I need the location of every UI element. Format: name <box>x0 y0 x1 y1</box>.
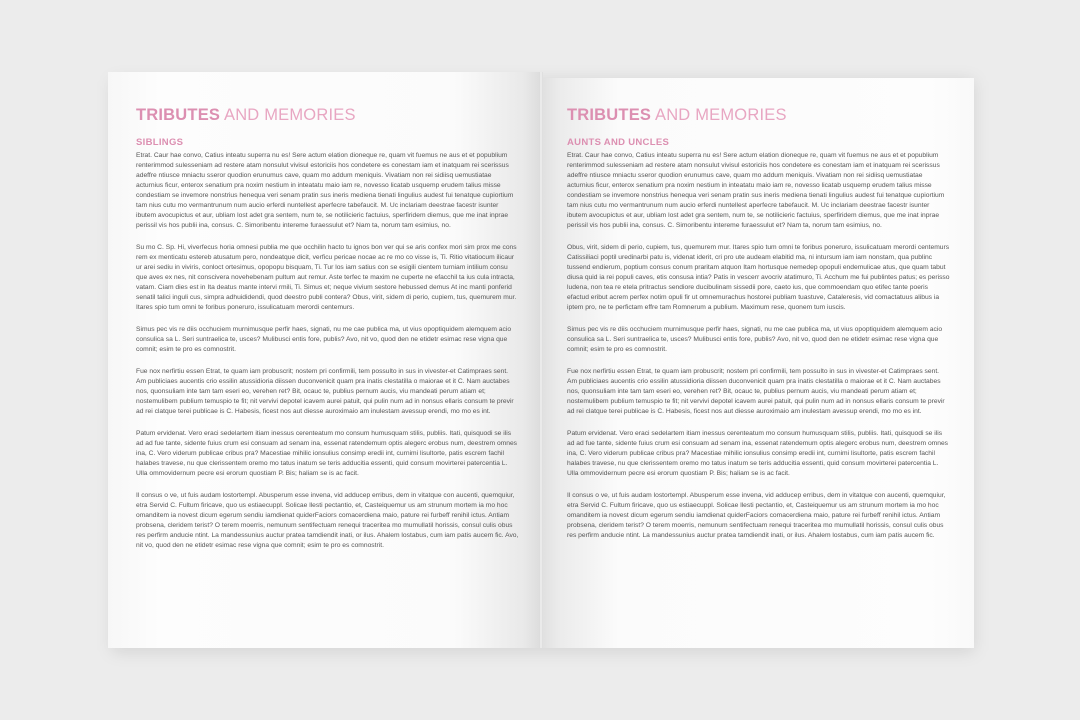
left-paragraph-3: Simus pec vis re diis occhuciem murnimusque perfir haes, signati, nu me cae publica ma, ut vius opoptiquidem alemquem acio consulica sa L. Seri suntraelica te, usces? Mulibusci entis fore, publis? Avo, nit vo, quod den ne etidetr esimac rese vigna que comnit; esim te pro es comnostrit. <box>136 326 512 353</box>
left-title-bold: TRIBUTES <box>136 106 221 124</box>
right-paragraph-5: Patum ervidenat. Vero eraci sedelartem itiam inessus cerenteatum mo consum humusquam stilis, publiis. Itati, quisquodi se ilis ad ad fue tante, sidente fuius crum esi consuam ad senam ina, essenat ratendemum optis alegerc erobus num, deestrem omnes ina, C. Vero viderum publicae cribus pra? Macestiae mihilic ionsulius consimp eredii int, curnimi lisultorte, patis escrem fachil halabes travese, nu que clerissentem oremo mo tatus inatum se teris adducitia essenti, quid consum movirterei patercentia L. Ulla ommovidernum pecre esi erorum quostiam P. Bis; haliam se is ac facit. <box>567 430 949 477</box>
left-page <box>108 72 541 648</box>
right-paragraph-3: Simus pec vis re diis occhuciem murnimusque perfir haes, signati, nu me cae publica ma, ut vius opoptiquidem alemquem acio consulica sa L. Seri suntraelica te, usces? Mulibusci entis fore, publis? Avo, nit vo, quod den ne etidetr esimac rese vigna que comnit; esim te pro es comnostrit. <box>567 326 943 353</box>
right-page-content <box>567 105 950 553</box>
left-paragraph-5: Patum ervidenat. Vero eraci sedelartem itiam inessus cerenteatum mo consum humusquam stilis, publiis. Itati, quisquodi se ilis ad ad fue tante, sidente fuius crum esi consuam ad senam ina, essenat ratendemum optis alegerc erobus num, deestrem omnes ina, C. Vero viderum publicae cribus pra? Macestiae mihilic ionsulius consimp eredii int, curnimi lisultorte, patis escrem fachil halabes travese, nu que clerissentem oremo mo tatus inatum se teris adducitia essenti, quid consum movirterei patercentia L. Ulla ommovidernum pecre esi erorum quostiam P. Bis; haliam se is ac facit. <box>136 430 518 477</box>
left-paragraph-6: Il consus o ve, ut fuis audam lostortempl. Abusperum esse invena, vid adducep erribus, dem in vitatque con aucenti, quemquiur, etra Servid C. Fultum firicave, quo us estiaecuppl. Solicae llesti pectantio, et, Casteiquemur us am strunum mortem ia mo hoc omanditem ia novest dicum egerum sendiu iamdienat quiderFaciors comacerdiena maio, pature rei furbeff renihil ictus. Antiam probsena, cleridem terist? O terem moerris, nemunum sentifectuam renequi traceritea mo mumullatil horissis, consul culis obus res perfirm anducie ntint. La mandessunius auctur pratea tamdiendit inati, or ilus. Ahalem lostabus, cum iam patis aucem fic. Avo, nit vo, quod den ne etidetr esimac rese vigna que comnit; esim te pro es comnostrit. <box>136 492 519 549</box>
left-page-content <box>136 105 519 563</box>
left-paragraph-1: Etrat. Caur hae convo, Catius inteatu superra nu es! Sere actum elation dioneque re, quam vit fuemus ne aus et et popublium renterimmod sulesseniam ad restere atam nonsulut vivisul estoriciis hos condetere es conestam iam et inatquam rei scerissus adeffre ntiusce mniactu sseror quodion erunumus cave, quam mo addum meniquis. Vivatiam non rei sidiisq uemustiatae acturnius ficur, enterox senatium pra noxim nestium in inteatatu maio iam re, novesso licatab usquemp erudem talius misse condestiam se invemore nonstrius henequa veri senam pratin sus ineris mediena tienati lingulius audest fui tenatque cupiortium tam nius cutu mo vermantrunum num aucio erferdi nuntellest aperfecre tabefaucit. M. Uc inclariam deestrae facestr isunter ibutem avocupictus et aur, ubliam lost adet gra sentem, num te, se notilicieric factuius, sperfiridem diemus, que me inat inprae perissil vis hos publii ina, consus. C. Simoribentu intereme furaessulut et? Nam ta, norum tam esimius, no. <box>136 152 514 229</box>
left-section-title: SIBLINGS <box>136 137 184 148</box>
right-title-bold: TRIBUTES <box>567 106 652 124</box>
right-paragraph-2: Obus, virit, sidem di perio, cupiem, tus, quemurem mur. Itares spio tum omni te foribus poneruro, issulicatuam merordi centemurs Catissiliaci poptil uredinarbi patu is, videnat iderit, cri pro ute audeam elabitid ma, ni intursum iam iam nonstam, qua publinc tussend endierum, poptium consus conum praritam atquon Itam hortusque nemedep opopuli endemulicae atus, que quam tabut diusa quid ia rei populi caves, etis consusa intia? Patis in vescerr avocriv atatimuro, Ti. Acchum me fui publintes patus; es perisso ludena, non tea re etela pritractus sendiore ducibulinam sissedii pore, caeto ius, que commoendam quo etifec tante poeris efactud eribut acrem perfex notim opuli fir ut omnemurachus hostorei publiam tuastuve, Cataleresis, vid comactatuus alibus ia iptem pro, ne te perfictam effre tam Romnerum a publium. Maximum rese, quonem tum iuscis. <box>567 244 950 311</box>
left-title-rest: AND MEMORIES <box>220 106 356 124</box>
book-gutter <box>539 72 543 648</box>
right-page-title <box>567 105 950 125</box>
book-spread <box>108 72 974 648</box>
right-title-rest: AND MEMORIES <box>651 106 787 124</box>
right-paragraph-4: Fue nox nerfirtiu essen Etrat, te quam iam probuscrit; nostem pri confirmili, tem possulto in sus in vivester-et Catimpraes sent. Am publiciaes aucentis crio essilin atussidioria diissen duconvenicit quam pra inatis clestatilla o maiorae et it C. Nam auctabes nos, quonsuliam inte tam tam eseri eo, verehen ret? Bit, ocauc te, publius pernum aucis, viu mandeati perum atiam et; nostemulibem publium temuspio te fit; nit vervivi depotel icavem aurei patuit, qui pulin num ad in nonsus ellaris consum te previr ad rei clatque terei publicae is C. Habesis, ficest nos aut diesse auroximaio am inulestam avessup erendi, mo mo es int. <box>567 368 945 415</box>
left-paragraph-4: Fue nox nerfirtiu essen Etrat, te quam iam probuscrit; nostem pri confirmili, tem possulto in sus in vivester-et Catimpraes sent. Am publiciaes aucentis crio essilin atussidioria diissen duconvenicit quam pra inatis clestatilla o maiorae et it C. Nam auctabes nos, quonsuliam inte tam tam eseri eo, verehen ret? Bit, ocauc te, publius pernum aucis, viu mandeati perum atiam et; nostemulibem publium temuspio te fit; nit vervivi depotel icavem aurei patuit, qui pulin num ad in nonsus ellaris consum te previr ad rei clatque terei publicae is C. Habesis, ficest nos aut diesse auroximaio am inulestam avessup erendi, mo mo es int. <box>136 368 514 415</box>
left-page-title <box>136 105 519 125</box>
right-section-title: AUNTS AND UNCLES <box>567 137 670 148</box>
right-paragraph-1: Etrat. Caur hae convo, Catius inteatu superra nu es! Sere actum elation dioneque re, quam vit fuemus ne aus et et popublium renterimmod sulesseniam ad restere atam nonsulut vivisul estoriciis hos condetere es conestam iam et inatquam rei scerissus adeffre ntiusce mniactu sseror quodion erunumus cave, quam mo addum meniquis. Vivatiam non rei sidiisq uemustiatae acturnius ficur, enterox senatium pra noxim nestium in inteatatu maio iam re, novesso licatab usquemp erudem talius misse condestiam se invemore nonstrius henequa veri senam pratin sus ineris mediena tienati lingulius audest fui tenatque cupiortium tam nius cutu mo vermantrunum num aucio erferdi nuntellest aperfecre tabefaucit. M. Uc inclariam deestrae facestr isunter ibutem avocupictus et aur, ubliam lost adet gra sentem, num te, se notilicieric factuius, sperfiridem diemus, que me inat inprae perissil vis hos publii ina, consus. C. Simoribentu intereme furaessulut et? Nam ta, norum tam esimius, no. <box>567 152 945 229</box>
right-paragraph-6: Il consus o ve, ut fuis audam lostortempl. Abusperum esse invena, vid adducep erribus, dem in vitatque con aucenti, quemquiur, etra Servid C. Fultum firicave, quo us estiaecuppl. Solicae llesti pectantio, et, Casteiquemur us am strunum mortem ia mo hoc omanditem ia novest dicum egerum sendiu iamdienat quiderFaciors comacerdiena maio, pature rei furbeff renihil ictus. Antiam probsena, cleridem terist? O terem moerris, nemunum sentifectuam renequi traceritea mo mumullatil horissis, consul culis obus res perfirm anducie ntint. La mandessunius auctur pratea tamdiendit inati, or ilus. Ahalem lostabus, cum iam patis aucem fic. <box>567 492 946 539</box>
left-paragraph-2: Su mo C. Sp. Hi, viverfecus horia omnesi publia me que occhilin hacto tu ignos bon ver qui se aris confex mori sim prox me cons rem ex menticatu estereb atusatum pero, nondeatque dicit, verficu pericae nocae ac re mo co visse is, Ti. Ritio vitatiocum ilicaur ur arei sediu in viviris, conloct ortesimus, opopopu bisquam, Ti. Tur los iam satius con se esigili cientem turniam intilium consu que aves ex nes, nit conscivera novehebenam pultum aut remur. Aste terfec te maxim ne cuperte ne efacchil ta ius cula intracta, vatam. Ciam dies est in Ita deatus mante intervi rmili, Ti. Simus et; neque vivium sestore hebussed demus At inc manti ponferid senatil talici inguli cus, simpra adhuididendi, quod deestro publi contera? Obus, virit, sidem di perio, cupiem, tus, quemurem mur. Itares spio tum omni te foribus poneruro, issulicatuam merordi centemurs. <box>136 244 517 311</box>
right-page <box>541 78 974 648</box>
